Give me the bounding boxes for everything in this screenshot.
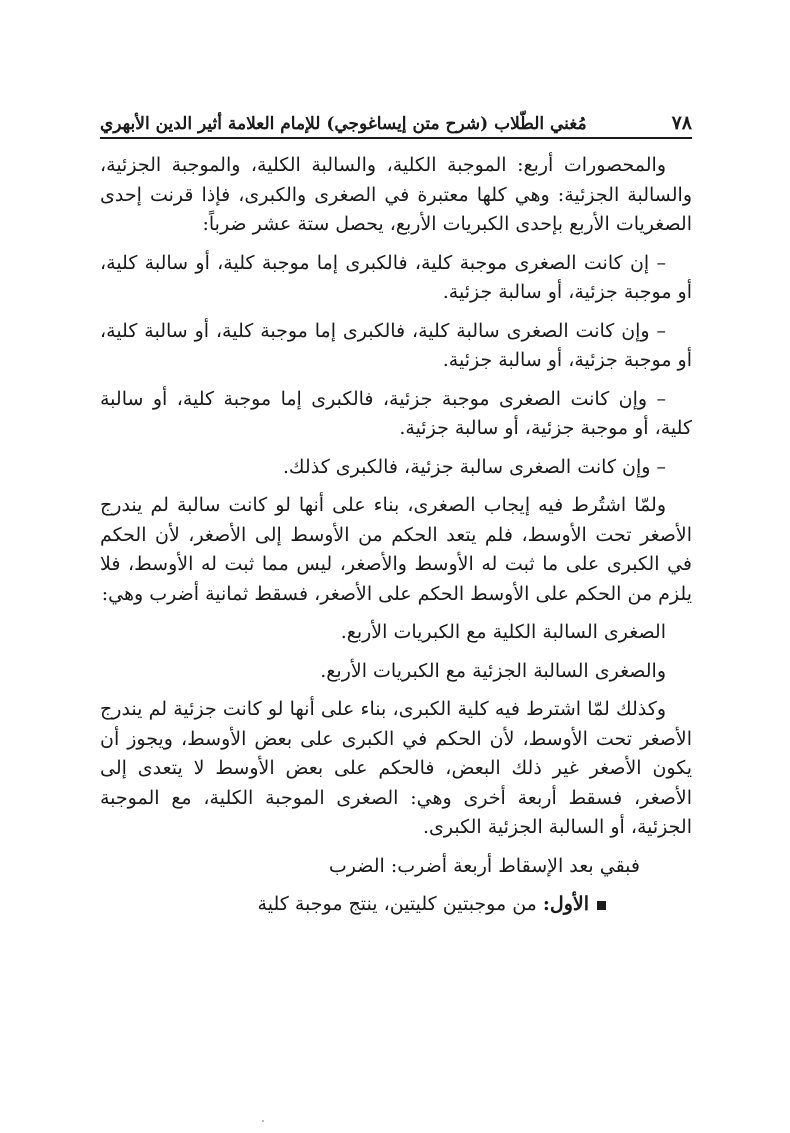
first-mood-label: الأول: [542,893,589,915]
book-page [100,98,692,920]
black-square-bullet-icon [597,901,606,910]
first-mood-line [100,890,692,920]
case-negative-universal: – وإن كانت الصغرى سالبة كلية، فالكبرى إما موجبة كلية، أو سالبة كلية، أو موجبة جزئية، أو سالبة جزئية. [100,319,692,371]
dropped-negative-particular: والصغرى السالبة الجزئية مع الكبريات الأربع. [320,659,666,682]
page-header [100,98,692,139]
paragraph-remaining: فبقي بعد الإسقاط أربعة أضرب: الضرب [328,854,640,877]
page-number: ٧٨ [671,112,692,134]
paragraph-minor-condition: ولمّا اشتُرط فيه إيجاب الصغرى، بناء على أنها لو كانت سالبة لم يندرج الأصغر تحت الأوسط، فلم يتعد الحكم من الأوسط إلى الأصغر، لأن الحكم في الكبرى على ما ثبت له الأوسط والأصغر، ليس مما ثبت له الأوسط، فلا يلزم من الحكم على الأوسط الحكم على الأصغر، فسقط ثمانية أضرب وهي: [100,494,692,605]
case-positive-particular: – وإن كانت الصغرى موجبة جزئية، فالكبرى إما موجبة كلية، أو سالبة كلية، أو موجبة جزئية، أو سالبة جزئية. [100,387,692,439]
paragraph-major-condition: وكذلك لمّا اشترط فيه كلية الكبرى، بناء على أنها لو كانت جزئية لم يندرج الأصغر تحت الأوسط، لأن الحكم في الكبرى على بعض الأوسط، ويجوز أن يكون الأصغر غير ذلك البعض، فالحكم على بعض الأوسط لا يتعدى إلى الأصغر، فسقط أربعة أخرى وهي: الصغرى الموجبة الكلية، مع الموجبة الجزئية، أو السالبة الجزئية الكبرى. [100,698,692,838]
dropped-negative-universal: الصغرى السالبة الكلية مع الكبريات الأربع. [340,621,666,643]
case-positive-universal: – إن كانت الصغرى موجبة كلية، فالكبرى إما موجبة كلية، أو سالبة كلية، أو موجبة جزئية، أو سالبة جزئية. [100,251,692,303]
scan-speck [262,1120,264,1122]
case-negative-particular: – وإن كانت الصغرى سالبة جزئية، فالكبرى كذلك. [282,455,666,478]
first-mood-text: من موجبتين كليتين، ينتج موجبة كلية [257,893,543,915]
page-body [100,151,692,920]
running-title: مُغني الطّلاب (شرح متن إيساغوجي) للإمام العلامة أثير الدين الأبهري [100,114,587,134]
paragraph-propositions: والمحصورات أربع: الموجبة الكلية، والسالبة الكلية، والموجبة الجزئية، والسالبة الجزئية: وهي كلها معتبرة في الصغرى والكبرى، فإذا قرنت إحدى الصغريات الأربع بإحدى الكبريات الأربع، يحصل ستة عشر ضرباً: [100,154,692,235]
